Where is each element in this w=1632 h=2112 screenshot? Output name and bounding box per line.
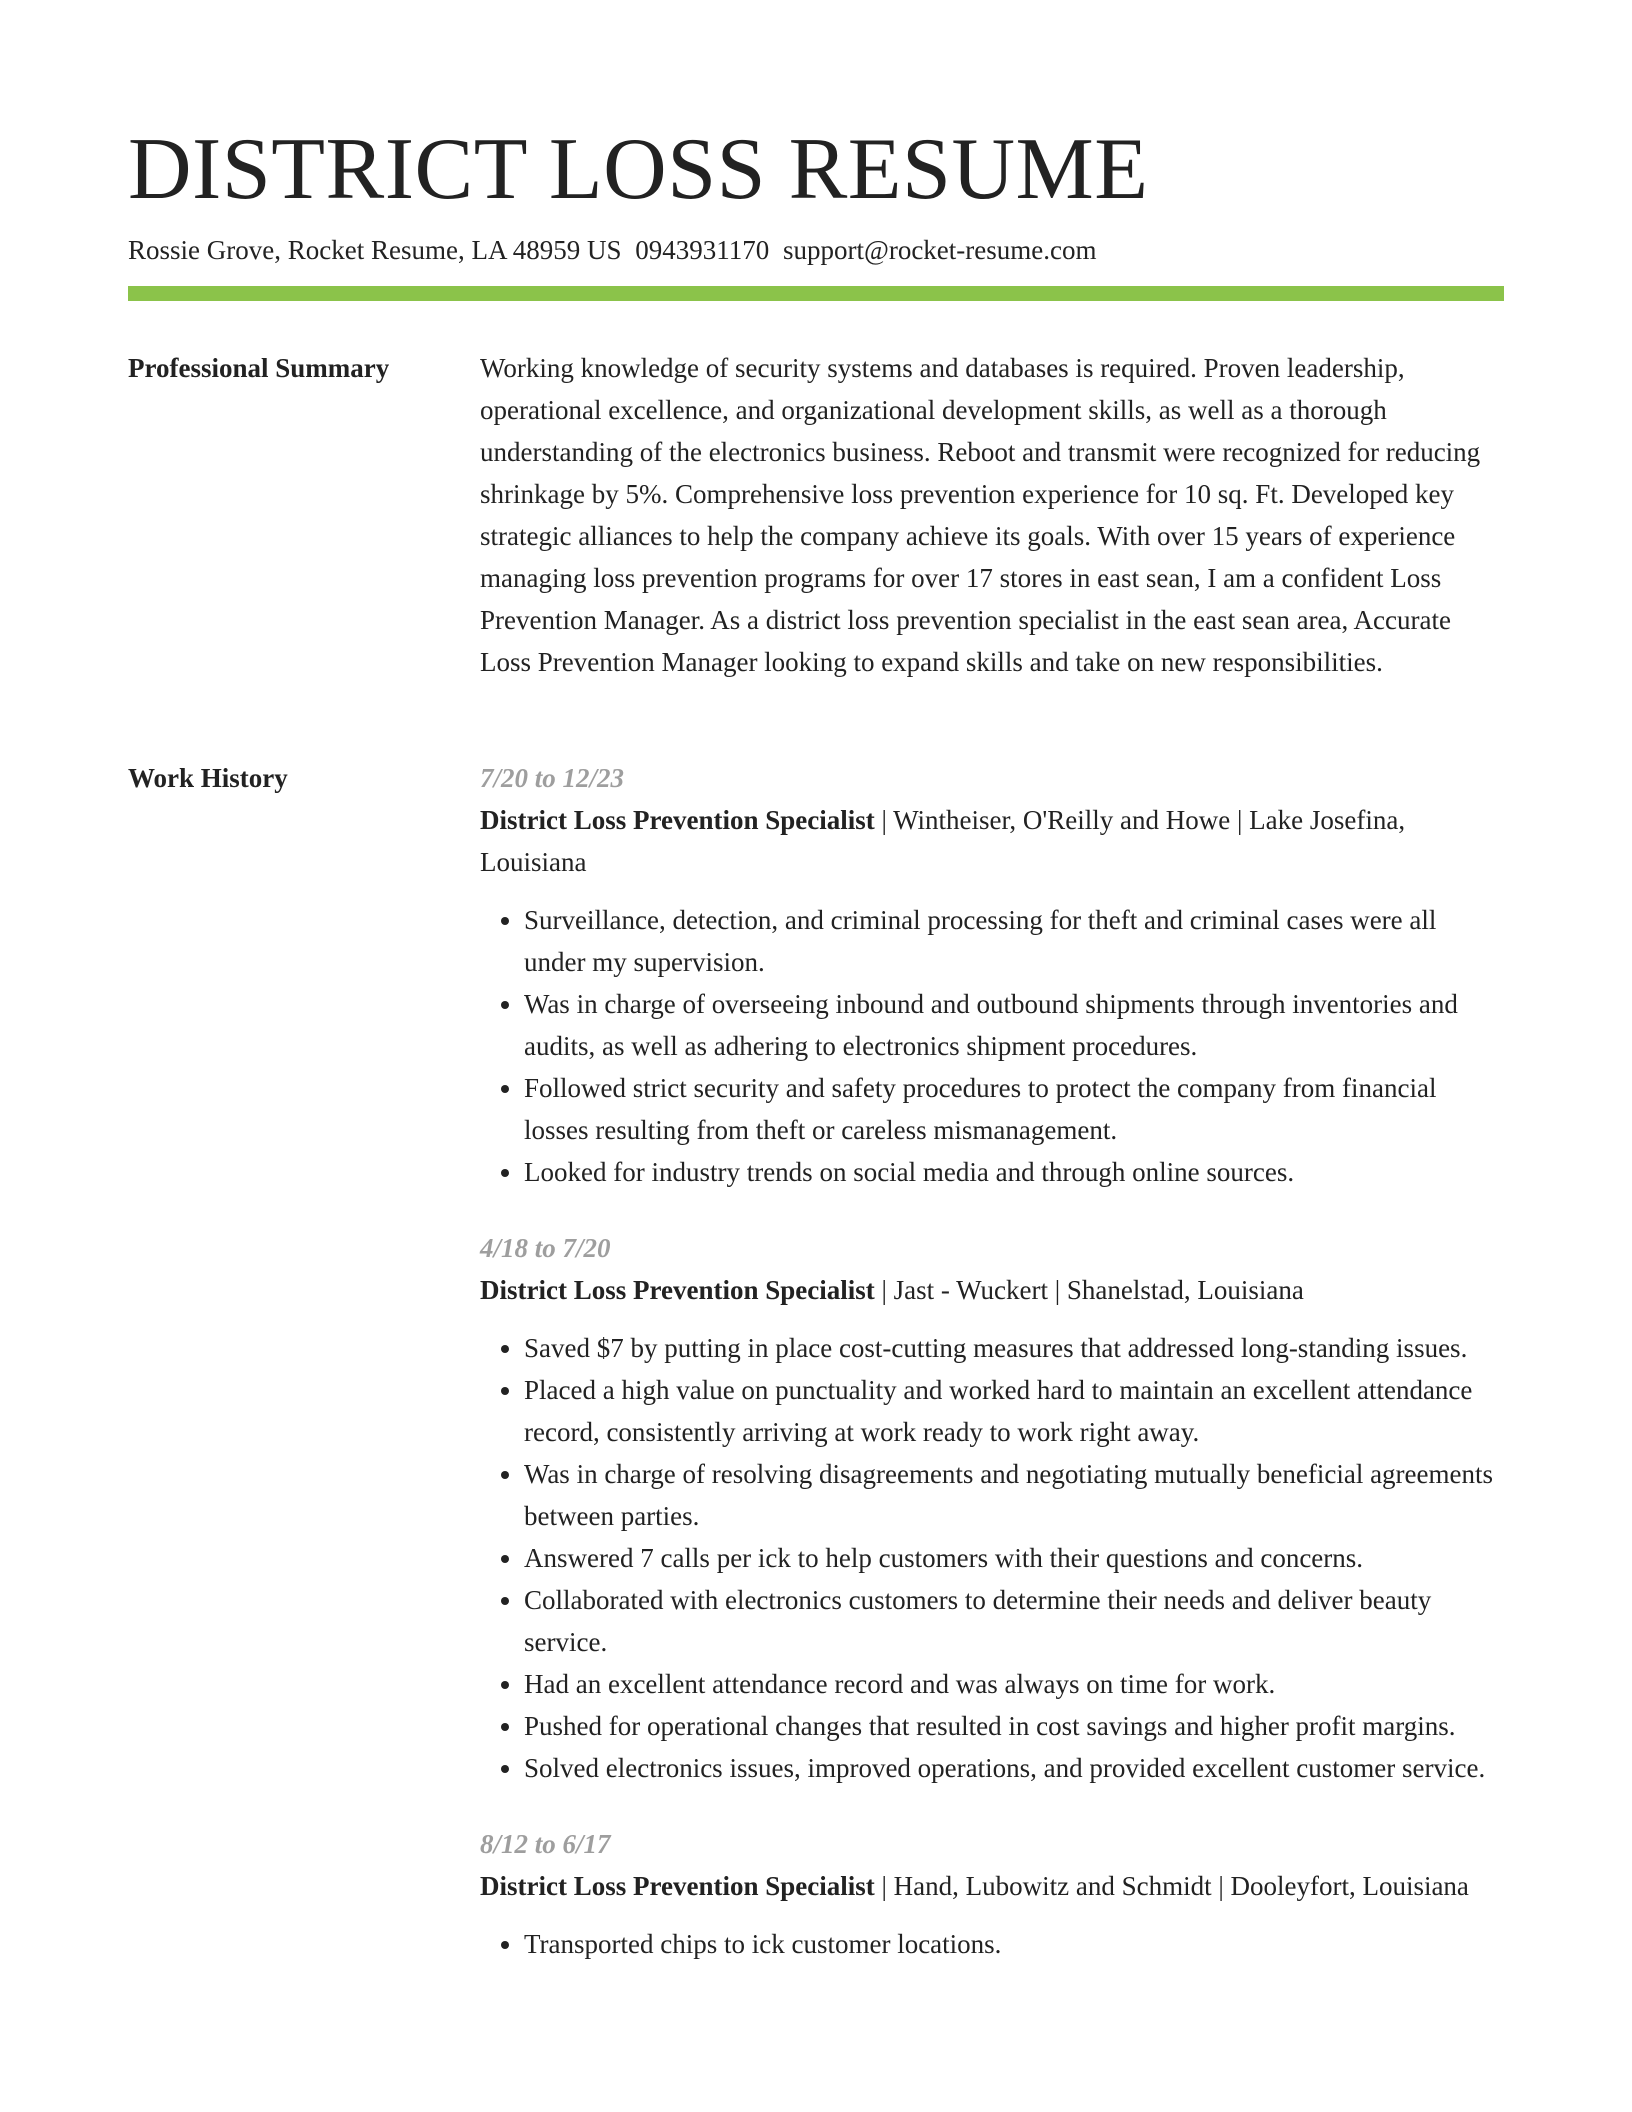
work-history-body [480, 757, 1504, 1999]
job-bullet-item: • Was in charge of overseeing inbound and outbound shipments through inventories and audits, as well as adhering to electronics shipment procedures. [524, 983, 1504, 1067]
summary-body [480, 347, 1504, 683]
job-bullet-item: • Had an excellent attendance record and was always on time for work. [524, 1663, 1504, 1705]
job-heading [480, 1865, 1504, 1907]
job-company-location: | Hand, Lubowitz and Schmidt | Dooleyfort, Louisiana [874, 1871, 1469, 1901]
job-dates: 8/12 to 6/17 [480, 1829, 611, 1859]
job-heading [480, 1269, 1504, 1311]
job-bullet-list [480, 899, 1504, 1193]
job-bullet-item: • Answered 7 calls per ick to help customers with their questions and concerns. [524, 1537, 1504, 1579]
job-title: District Loss Prevention Specialist [480, 1871, 875, 1901]
job-heading [480, 799, 1504, 883]
summary-text: Working knowledge of security systems and databases is required. Proven leadership, operational excellence, and organizational development skills, as well as a thorough understanding of the electronics business. Reboot and transmit were recognized for reducing shrinkage by 5%. Comprehensive loss prevention experience for 10 sq. Ft. Developed key strategic alliances to help the company achieve its goals. With over 15 years of experience managing loss prevention programs for over 17 stores in east sean, I am a confident Loss Prevention Manager. As a district loss prevention specialist in the east sean area, Accurate Loss Prevention Manager looking to expand skills and take on new responsibilities. [480, 353, 1481, 677]
job-company-location: | Wintheiser, O'Reilly and Howe | Lake Josefina, Louisiana [480, 805, 1406, 877]
job-bullet-item: • Solved electronics issues, improved operations, and provided excellent customer service. [524, 1747, 1504, 1789]
job-bullet-item: • Transported chips to ick customer locations. [524, 1923, 1504, 1965]
section-heading-work-history: Work History [128, 763, 288, 793]
contact-email[interactable]: support@rocket-resume.com [782, 235, 1097, 265]
job-entry [480, 1823, 1504, 1965]
job-bullet-item: • Looked for industry trends on social media and through online sources. [524, 1151, 1504, 1193]
job-title: District Loss Prevention Specialist [480, 805, 875, 835]
resume-title: DISTRICT LOSS RESUME [128, 121, 1149, 218]
job-dates: 4/18 to 7/20 [480, 1233, 611, 1263]
job-bullet-item: • Surveillance, detection, and criminal processing for theft and criminal cases were all under my supervision. [524, 899, 1504, 983]
job-bullet-list [480, 1327, 1504, 1789]
job-entry [480, 757, 1504, 1193]
job-bullet-item: • Placed a high value on punctuality and worked hard to maintain an excellent attendance record, consistently arriving at work ready to work right away. [524, 1369, 1504, 1453]
section-heading-summary: Professional Summary [128, 353, 390, 383]
job-dates: 7/20 to 12/23 [480, 763, 625, 793]
contact-line [128, 232, 1097, 268]
job-bullet-list [480, 1923, 1504, 1965]
job-bullet-item: • Followed strict security and safety procedures to protect the company from financial losses resulting from theft or careless mismanagement. [524, 1067, 1504, 1151]
job-bullet-item: • Collaborated with electronics customers to determine their needs and deliver beauty service. [524, 1579, 1504, 1663]
job-entry [480, 1227, 1504, 1789]
accent-divider [128, 286, 1504, 301]
job-bullet-item: • Saved $7 by putting in place cost-cutting measures that addressed long-standing issues. [524, 1327, 1504, 1369]
job-bullet-item: • Pushed for operational changes that resulted in cost savings and higher profit margins. [524, 1705, 1504, 1747]
job-company-location: | Jast - Wuckert | Shanelstad, Louisiana [874, 1275, 1304, 1305]
contact-address: Rossie Grove, Rocket Resume, LA 48959 US [128, 235, 622, 265]
contact-phone: 0943931170 [635, 235, 770, 265]
job-title: District Loss Prevention Specialist [480, 1275, 875, 1305]
job-bullet-item: • Was in charge of resolving disagreements and negotiating mutually beneficial agreements between parties. [524, 1453, 1504, 1537]
